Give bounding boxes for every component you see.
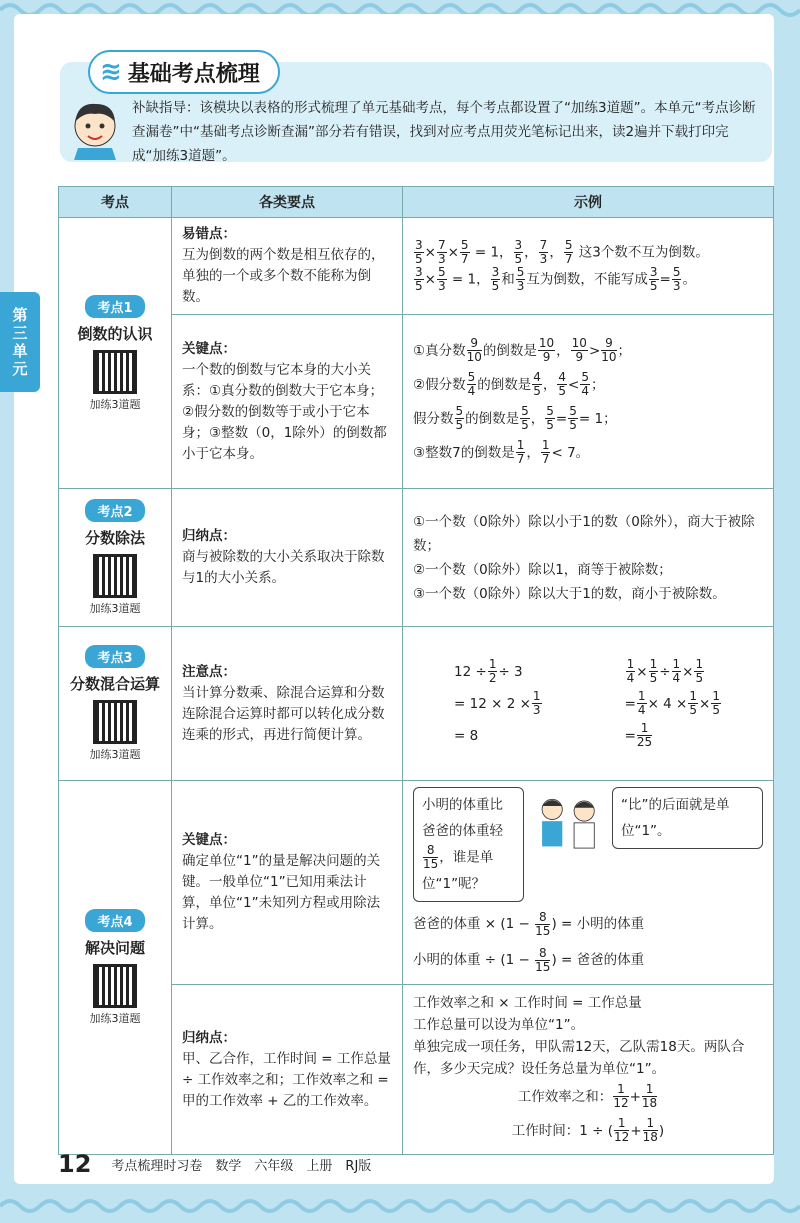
kp-cell	[59, 218, 172, 489]
example-cell: 工作效率之和 × 工作时间 = 工作总量 工作总量可以设为单位“1”。 单独完成一项任务，甲队需12天，乙队需18天。两队合作，多少天完成？设任务总量为单位“1”。 工作效率之和： $\frac{1}{12}$ + $\frac{1}{18}$ 工作时间：1 ÷ ( $\frac{1}{12}$ + $\frac{1}{18}$ )	[403, 985, 774, 1155]
knowledge-table	[58, 186, 774, 1155]
example-text: ③一个数（0除外）除以大于1的数，商小于被除数。	[413, 585, 726, 602]
point-title: 关键点：	[182, 832, 236, 848]
point-title: 归纳点：	[182, 1029, 236, 1046]
point-body: 商与被除数的大小关系取决于除数与1的大小关系。	[182, 549, 385, 586]
point-cell	[172, 627, 403, 781]
example-text: ①真分数	[413, 342, 466, 359]
example-text: ③整数7的倒数是	[413, 444, 515, 461]
point-body: 当计算分数乘、除混合运算和分数连除混合运算时都可以转化成分数连乘的形式，再进行简便计算。	[182, 684, 385, 743]
kp-name: 分数混合运算	[69, 675, 160, 693]
speech-bubble: 小明的体重比爸爸的体重轻 $\frac{8}{15}$ ，谁是单位“1”呢？	[413, 787, 524, 902]
example-text: 工作时间：1 ÷	[511, 1122, 604, 1139]
example-cell: ①真分数 $\frac{9}{10}$ 的倒数是 $\frac{10}{9}$ ， $\frac{10}{9}$ > $\frac{9}{10}$ ； ②假分数 $\frac{5}{4}$ 的倒数是 $\frac{4}{5}$ ， $\frac{4}{5}$ < $\frac{5}{4}$ ； 假分数 $\frac{5}{5}$ 的倒数是 $\frac{5}{5}$ ， $\frac{5}{5}$ = $\frac{5}{5}$ = 1； ③整数7的倒数是 $\frac{1}{7}$ ， $\frac{1}{7}$ < 7。	[403, 315, 774, 489]
speech-bubble: “比”的后面就是单位“1”。	[612, 787, 763, 849]
example-text: = 12 × 2 ×	[454, 695, 531, 712]
point-title: 关键点：	[182, 340, 236, 357]
example-text: ÷ 3	[498, 663, 523, 680]
example-cell: 12 ÷ $\frac{1}{2}$ ÷ 3 = 12 × 2 × $\frac{1}{3}$ = 8 $\frac{1}{4}$ × $\frac{1}{5}$ ÷ $\frac{1}{4}$ × $\frac{1}{5}$ = $\frac{1}{4}$ × 4 × $\frac{1}{5}$ × $\frac{1}{5}$ = $\frac{1}{25}$	[403, 627, 774, 781]
col-header: 各类要点	[172, 187, 403, 218]
example-text: 12 ÷	[454, 663, 487, 680]
kp-cell	[59, 489, 172, 627]
point-body: 一个数的倒数与它本身的大小关系：①真分数的倒数大于它本身；②假分数的倒数等于或小于它本身；③整数（0，1除外）的倒数都小于它本身。	[182, 361, 387, 462]
kp-name: 解决问题	[84, 939, 145, 957]
kp-badge: 考点3	[85, 645, 144, 668]
example-text: 单独完成一项任务，甲队需12天，乙队需18天。两队合作，多少天完成？设任务总量为单位“1”。	[413, 1038, 745, 1077]
col-header: 考点	[59, 187, 172, 218]
point-title: 易错点：	[182, 226, 236, 242]
example-text: 工作效率之和：	[517, 1088, 613, 1105]
example-cell	[403, 489, 774, 627]
point-body: 互为倒数的两个数是相互依存的，单独的一个或多个数不能称为倒数。	[182, 247, 385, 305]
section-title-text: 基础考点梳理	[127, 61, 260, 87]
footer-text: 考点梳理时习卷 数学 六年级 上册 RJ版	[111, 1158, 372, 1174]
boy-avatar-icon	[66, 98, 124, 160]
kp-name: 分数除法	[84, 529, 145, 547]
point-title: 注意点：	[182, 663, 236, 680]
example-text: 小明的体重 ÷	[413, 952, 497, 968]
qr-code-icon[interactable]	[93, 964, 137, 1008]
col-header: 示例	[403, 187, 774, 218]
kp-badge: 考点2	[85, 499, 144, 522]
point-cell	[172, 218, 403, 315]
example-text: 这3个数不互为倒数。	[578, 244, 709, 261]
kp-badge: 考点1	[85, 295, 144, 318]
side-tab-char: 三	[12, 324, 28, 342]
guide-text: 补缺指导：该模块以表格的形式梳理了单元基础考点，每个考点都设置了“加练3道题”。本单元“考点诊断查漏卷”中“基础考点诊断查漏”部分若有错误，找到对应考点用荧光笔标记出来，读2遍并下载打印完成“加练3道题”。	[132, 100, 756, 164]
side-tab-char: 第	[12, 306, 28, 324]
two-kids-icon	[532, 787, 604, 857]
qr-label: 加练3道题	[89, 397, 141, 411]
example-text: 爸爸的体重 ×	[413, 916, 497, 932]
point-body: 甲、乙合作，工作时间 = 工作总量 ÷ 工作效率之和；工作效率之和 = 甲的工作效率 + 乙的工作效率。	[182, 1050, 391, 1109]
point-cell	[172, 315, 403, 489]
qr-label: 加练3道题	[89, 1012, 141, 1025]
example-text: ②一个数（0除外）除以1，商等于被除数；	[413, 561, 672, 578]
page-number: 12	[58, 1150, 92, 1178]
bubble-text: 小明的体重比爸爸的体重轻	[422, 797, 503, 839]
section-title	[88, 50, 280, 94]
side-tab-char: 元	[12, 360, 28, 378]
example-text: 互为倒数，不能写成	[526, 271, 648, 288]
example-text: = 小明的体重	[561, 916, 645, 932]
point-body: 确定单位“1”的量是解决问题的关键。一般单位“1”已知用乘法计算，单位“1”未知列方程或用除法计算。	[182, 853, 381, 932]
example-text: 工作效率之和 × 工作时间 = 工作总量	[413, 994, 642, 1011]
qr-code-icon[interactable]	[93, 554, 137, 598]
example-cell: 小明的体重比爸爸的体重轻 $\frac{8}{15}$ ，谁是单位“1”呢？ “比”的后面就是单位“1”。 爸爸的体重 × (1 − $\frac{8}{15}$ ) = 小明的体重 小明的体重 ÷ (1 − $\frac{8}{15}$ ) = 爸爸的体重	[403, 781, 774, 985]
example-text: 工作总量可以设为单位“1”。	[413, 1016, 585, 1033]
example-text: 假分数	[413, 410, 454, 427]
example-text: = 8	[454, 727, 479, 744]
point-title: 归纳点：	[182, 528, 236, 544]
kp-cell	[59, 781, 172, 1155]
qr-code-icon[interactable]	[93, 350, 137, 394]
example-text: 的倒数是	[482, 342, 537, 359]
point-cell	[172, 489, 403, 627]
example-text: ①一个数（0除外）除以小于1的数（0除外），商大于被除数；	[413, 513, 755, 554]
wave-icon: ≋	[100, 57, 122, 87]
example-text: = 爸爸的体重	[561, 952, 645, 968]
qr-code-icon[interactable]	[93, 700, 137, 744]
qr-label: 加练3道题	[89, 748, 141, 761]
side-tab-char: 单	[12, 342, 28, 360]
qr-label: 加练3道题	[89, 602, 141, 615]
example-cell: $\frac{3}{5}$ × $\frac{7}{3}$ × $\frac{5}{7}$ = 1， $\frac{3}{5}$ ， $\frac{7}{3}$ ， $\frac{5}{7}$ 这3个数不互为倒数。 $\frac{3}{5}$ × $\frac{5}{3}$ = 1， $\frac{3}{5}$ 和 $\frac{5}{3}$ 互为倒数，不能写成 $\frac{3}{5}$ = $\frac{5}{3}$ 。	[403, 218, 774, 315]
kp-cell	[59, 627, 172, 781]
point-cell	[172, 985, 403, 1155]
kp-badge: 考点4	[85, 909, 144, 932]
bubble-text: 谁是单位“1”呢？	[422, 849, 494, 892]
example-text: ②假分数	[413, 376, 466, 393]
unit-side-tab	[0, 292, 40, 392]
point-cell	[172, 781, 403, 985]
page-footer	[58, 1150, 371, 1178]
bottom-wave-border	[0, 1196, 800, 1216]
kp-name: 倒数的认识	[77, 324, 153, 343]
